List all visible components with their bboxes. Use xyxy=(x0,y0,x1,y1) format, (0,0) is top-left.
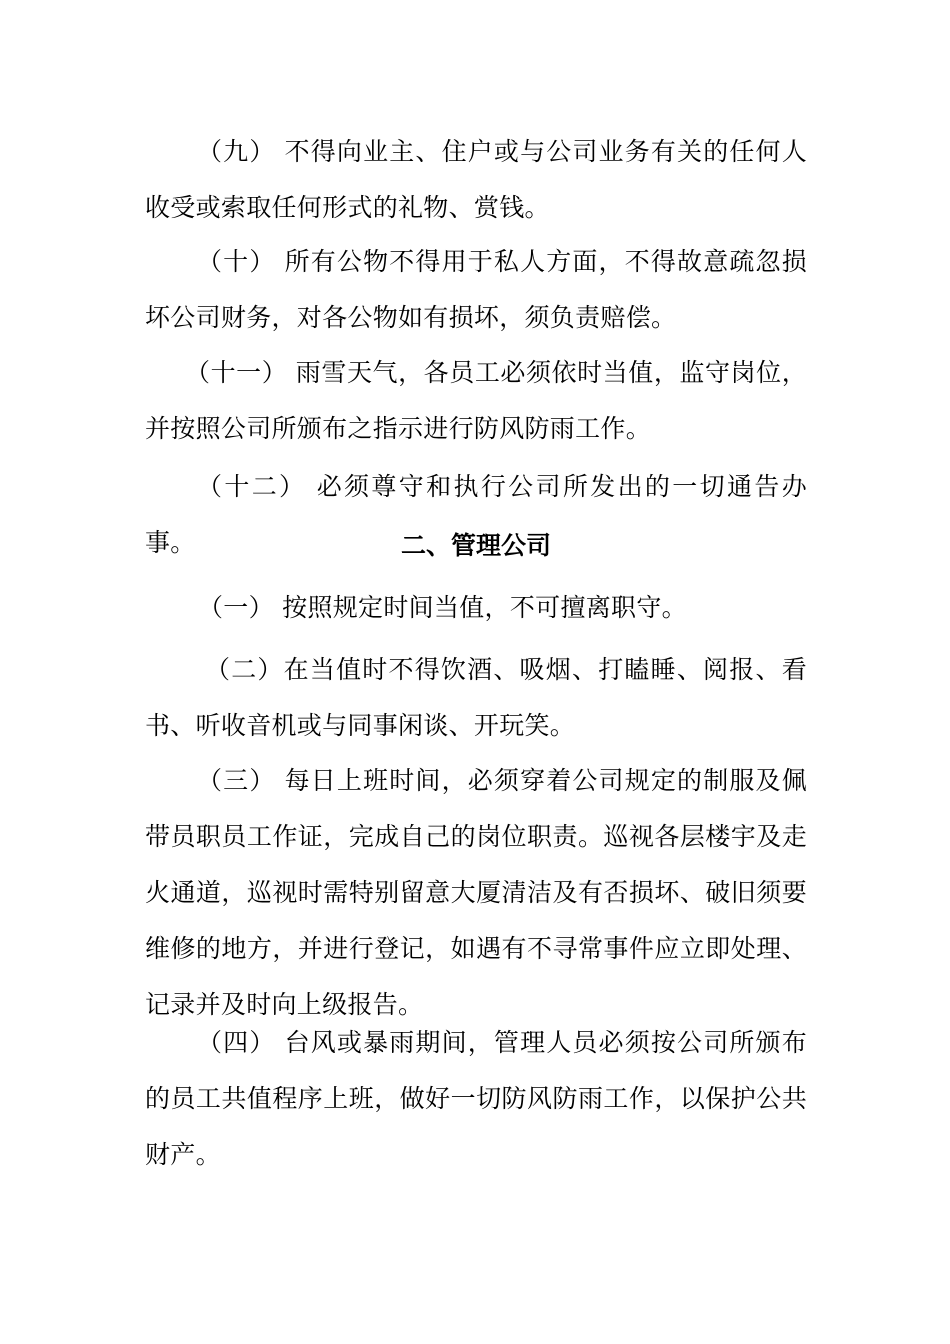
paragraph-section-3: （三） 每日上班时间，必须穿着公司规定的制服及佩带员职员工作证，完成自己的岗位职责。巡视各层楼宇及走火通道，巡视时需特别留意大厦清洁及有否损坏、破旧须要维修的地方，并进行登记，如遇有不寻常事件应立即处理、记录并及时向上级报告。 xyxy=(145,766,807,1019)
paragraph-section-1: （一） 按照规定时间当值，不可擅离职守。 xyxy=(198,593,687,622)
paragraph-item-12: （十二） 必须尊守和执行公司所发出的一切通告办事。 xyxy=(145,472,807,557)
paragraph-section-2: （二）在当值时不得饮酒、吸烟、打瞌睡、阅报、看书、听收音机或与同事闲谈、开玩笑。 xyxy=(145,655,807,740)
paragraph-item-10: （十） 所有公物不得用于私人方面，不得故意疏忽损坏公司财务，对各公物如有损坏，须负责赔偿。 xyxy=(145,247,807,332)
paragraph-section-4: （四） 台风或暴雨期间，管理人员必须按公司所颁布的员工共值程序上班，做好一切防风防雨工作，以保护公共财产。 xyxy=(145,1028,807,1169)
paragraph-item-11: （十一） 雨雪天气，各员工必须依时当值，监守岗位，并按照公司所颁布之指示进行防风防雨工作。 xyxy=(145,358,807,443)
section-heading: 二、管理公司 xyxy=(400,531,551,560)
paragraph-item-9: （九） 不得向业主、住户或与公司业务有关的任何人收受或索取任何形式的礼物、赏钱。 xyxy=(145,137,807,222)
